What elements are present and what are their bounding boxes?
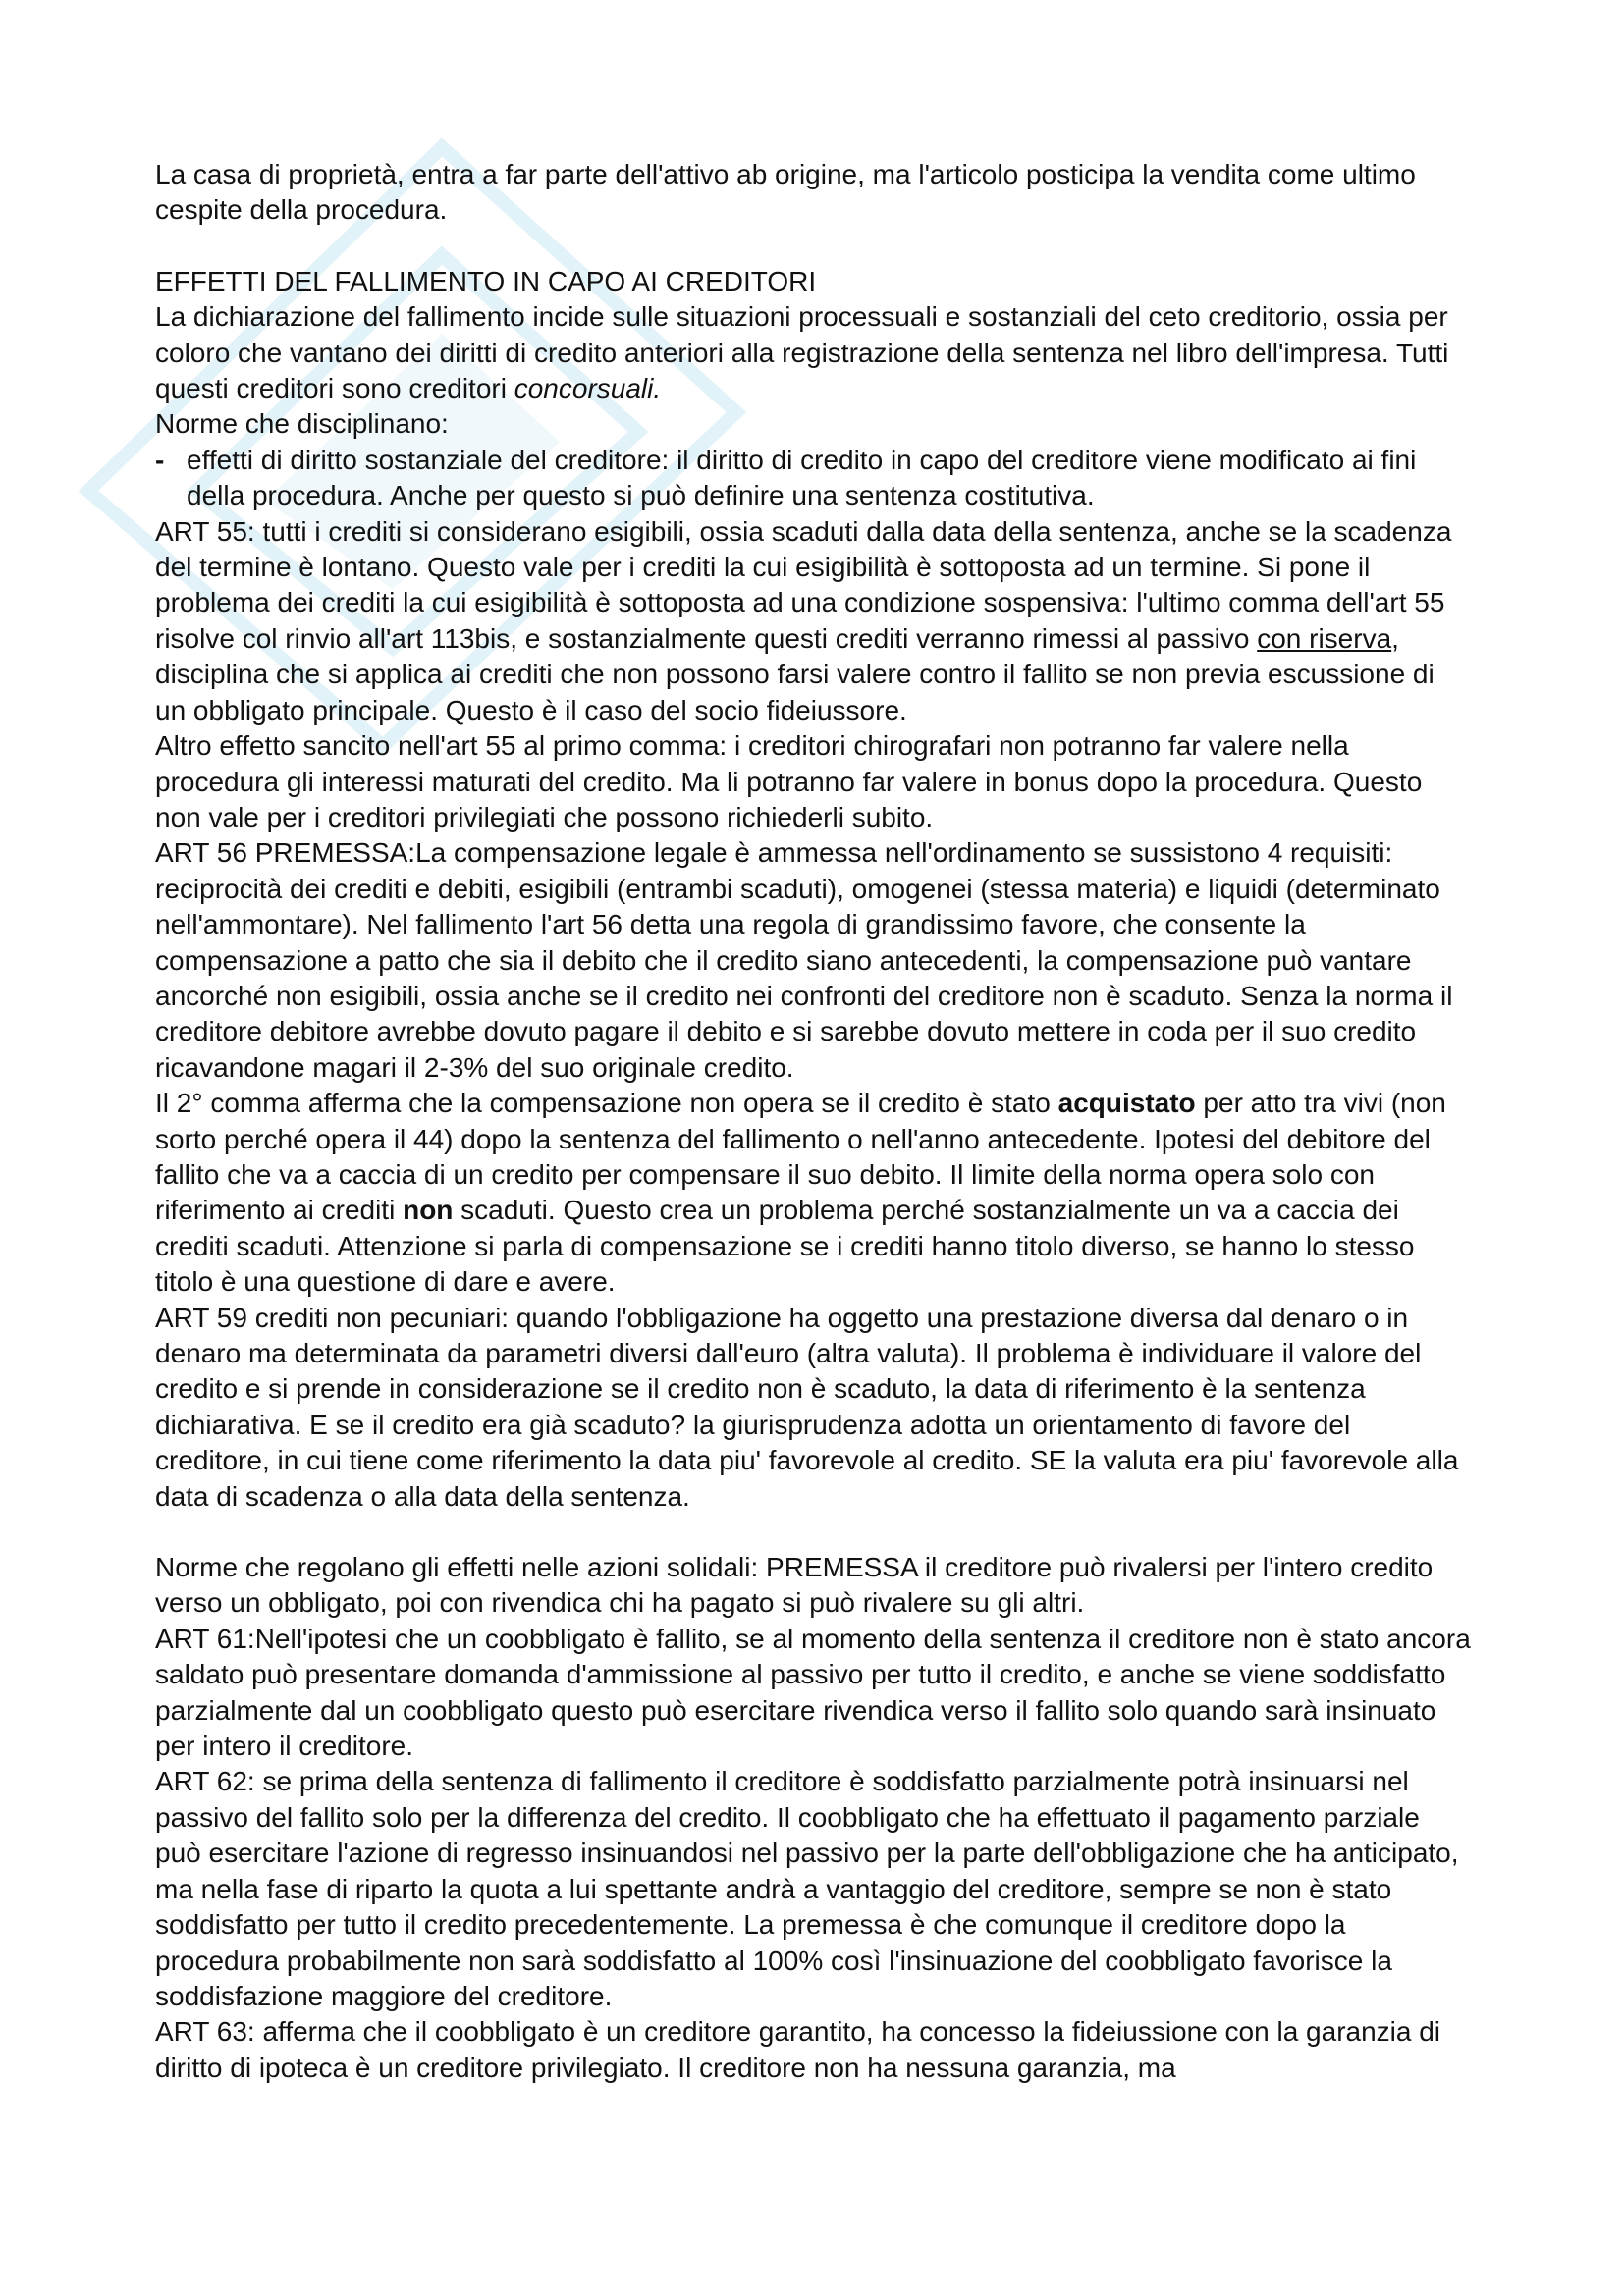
paragraph-text: scaduti. Questo crea un problema perché sostanzialmente un va a caccia dei crediti scaduti. Attenzione si parla di compensazione se i crediti hanno titolo diverso, se hanno lo stesso titolo è una questione di dare e avere. — [155, 1195, 1415, 1298]
paragraph-art62: ART 62: se prima della sentenza di fallimento il creditore è soddisfatto parzialmente potrà insinuarsi nel passivo del fallito solo per la differenza del credito. Il coobbligato che ha effettuato il pagamento parziale può esercitare l'azione di regresso insinuandosi nel passivo per la parte dell'obbligazione che ha anticipato, ma nella fase di riparto la quota a lui spettante andrà a vantaggio del creditore, sempre se non è stato soddisfatto per tutto il credito precedentemente. La premessa è che comunque il creditore dopo la procedura probabilmente non sarà soddisfatto al 100% così l'insinuazione del coobbligato favorisce la soddisfazione maggiore del creditore. — [155, 1766, 1459, 2011]
italic-text: concorsuali. — [514, 373, 662, 404]
bullet-item — [155, 443, 1471, 514]
bold-text: acquistato — [1057, 1088, 1196, 1119]
paragraph-art56: ART 56 PREMESSA:La compensazione legale è ammessa nell'ordinamento se sussistono 4 requisiti: reciprocità dei crediti e debiti, esigibili (entrambi scaduti), omogenei (stessa materia) e liquidi (determinato nell'ammontare). Nel fallimento l'art 56 detta una regola di grandissimo favore, che consente la compensazione a patto che sia il debito che il credito siano antecedenti, la compensazione può vantare ancorché non esigibili, ossia anche se il credito nei confronti del creditore non è scaduto. Senza la norma il creditore debitore avrebbe dovuto pagare il debito e si sarebbe dovuto mettere in coda per il suo credito ricavandone magari il 2-3% del suo originale credito. — [155, 837, 1453, 1083]
paragraph-art61: ART 61:Nell'ipotesi che un coobbligato è fallito, se al momento della sentenza il creditore non è stato ancora saldato può presentare domanda d'ammissione al passivo per tutto il credito, e anche se viene soddisfatto parzialmente dal un coobbligato questo può esercitare rivendica verso il fallito solo quando sarà insinuato per intero il creditore. — [155, 1623, 1471, 1762]
paragraph-art63: ART 63: afferma che il coobbligato è un creditore garantito, ha concesso la fideiussione con la garanzia di diritto di ipoteca è un creditore privilegiato. Il creditore non ha nessuna garanzia, ma — [155, 2016, 1441, 2083]
underlined-text: con riserva — [1257, 622, 1392, 654]
paragraph-text: per atto tra vivi (non sorto perché opera il 44) dopo la sentenza del fallimento o nell'anno antecedente. Ipotesi del debitore del fallito che va a caccia di un credito per compensare il suo debito. Il limite della norma opera solo con riferimento ai crediti — [155, 1088, 1446, 1226]
paragraph-dichiarazione — [155, 299, 1471, 406]
paragraph-art59: ART 59 crediti non pecuniari: quando l'obbligazione ha oggetto una prestazione diversa dal denaro o in denaro ma determinata da parametri diversi dall'euro (altra valuta). Il problema è individuare il valore del credito e si prende in considerazione se il credito non è scaduto, la data di riferimento è la sentenza dichiarativa. E se il credito era già scaduto? la giurisprudenza adotta un orientamento di favore del creditore, in cui tiene come riferimento la data piu' favorevole al credito. SE la valuta era piu' favorevole alla data di scadenza o alla data della sentenza. — [155, 1302, 1459, 1512]
paragraph-altro-effetto: Altro effetto sancito nell'art 55 al primo comma: i creditori chirografari non potranno far valere nella procedura gli interessi maturati del credito. Ma li potranno far valere in bonus dopo la procedura. Questo non vale per i creditori privilegiati che possono richiederli subito. — [155, 730, 1423, 832]
document-body — [155, 157, 1471, 2086]
paragraph-norme: Norme che disciplinano: — [155, 408, 449, 440]
paragraph-text: Il 2° comma afferma che la compensazione non opera se il credito è stato — [155, 1088, 1058, 1119]
bullet-dash: - — [155, 444, 165, 475]
paragraph-art55 — [155, 514, 1471, 728]
bold-text: non — [403, 1195, 454, 1226]
paragraph-text: ART 55: tutti i crediti si considerano esigibili, ossia scaduti dalla data della sentenza, anche se la scadenza del termine è lontano. Questo vale per i crediti la cui esigibilità è sottoposta ad un termine. Si pone il problema dei crediti la cui esigibilità è sottoposta ad una condizione sospensiva: l'ultimo comma dell'art 55 risolve col rinvio all'art 113bis, e sostanzialmente questi crediti verranno rimessi al passivo — [155, 515, 1452, 654]
bullet-text: effetti di diritto sostanziale del creditore: il diritto di credito in capo del creditore viene modificato ai fini della procedura. Anche per questo si può definire una sentenza costitutiva. — [187, 444, 1417, 511]
paragraph-text: , disciplina che si applica ai crediti che non possono farsi valere contro il fallito se non previa escussione di un obbligato principale. Questo è il caso del socio fideiussore. — [155, 622, 1435, 725]
intro-paragraph: La casa di proprietà, entra a far parte dell'attivo ab origine, ma l'articolo posticipa la vendita come ultimo cespite della procedura. — [155, 159, 1416, 226]
section-heading: EFFETTI DEL FALLIMENTO IN CAPO AI CREDITORI — [155, 265, 817, 296]
paragraph-azioni-solidali: Norme che regolano gli effetti nelle azioni solidali: PREMESSA il creditore può rivalersi per l'intero credito verso un obbligato, poi con rivendica chi ha pagato si può rivalere su gli altri. — [155, 1552, 1434, 1619]
paragraph-text: La dichiarazione del fallimento incide sulle situazioni processuali e sostanziali del ceto creditorio, ossia per coloro che vantano dei diritti di credito anteriori alla registrazione della sentenza nel libro dell'impresa. Tutti questi creditori sono creditori — [155, 301, 1449, 404]
paragraph-comma2 — [155, 1086, 1471, 1300]
